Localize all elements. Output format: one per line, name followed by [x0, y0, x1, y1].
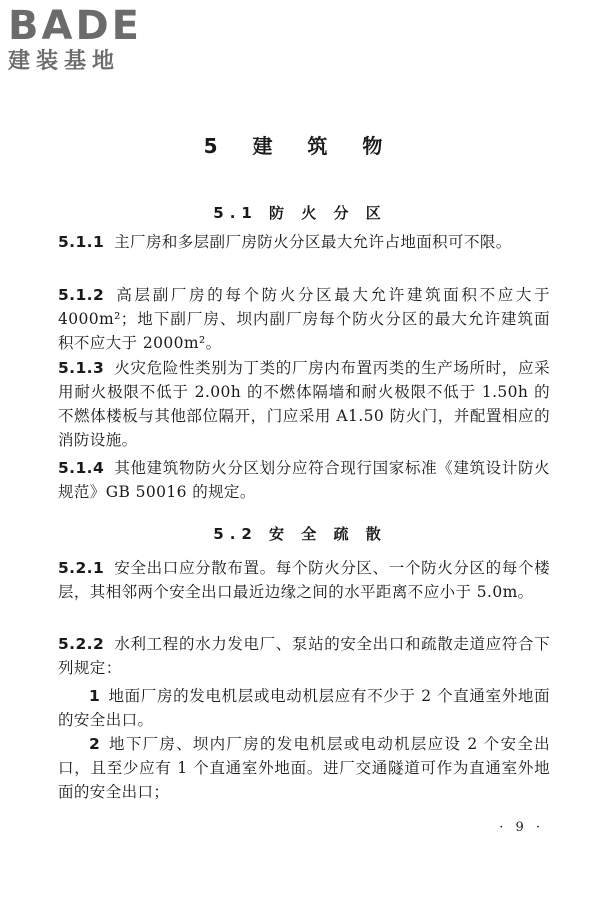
clause-5-1-3 [58, 356, 550, 452]
clause-text: 火灾危险性类别为丁类的厂房内布置丙类的生产场所时，应采用耐火极限不低于 2.00h 的不燃体隔墙和耐火极限不低于 1.50h 的不燃体楼板与其他部位隔开，门应采用 A1.50 防火门，并配置相应的消防设施。 [58, 359, 550, 449]
logo-wordmark: BADE [8, 3, 142, 49]
section-title-safe-evacuation: 5.2 安 全 疏 散 [213, 525, 387, 543]
item-number: 1 [89, 687, 101, 705]
clause-text: 水利工程的水力发电厂、泵站的安全出口和疏散走道应符合下列规定： [58, 635, 550, 677]
bade-logo [8, 4, 142, 76]
clause-number: 5.1.3 [58, 359, 105, 377]
clause-5-2-2 [58, 632, 550, 680]
clause-text: 高层副厂房的每个防火分区最大允许建筑面积不应大于 4000m²；地下副厂房、坝内副厂房每个防火分区的最大允许建筑面积不应大于 2000m²。 [58, 286, 550, 352]
item-text: 地面厂房的发电机层或电动机层应有不少于 2 个直通室外地面的安全出口。 [58, 687, 550, 729]
item-2 [58, 732, 550, 804]
clause-number: 5.1.2 [58, 286, 105, 304]
page-number: · 9 · [499, 820, 544, 835]
clause-number: 5.1.4 [58, 459, 105, 477]
clause-5-1-4 [58, 456, 550, 504]
clause-5-2-1 [58, 556, 550, 604]
chapter-title: 5 建 筑 物 [203, 134, 397, 158]
item-1 [58, 684, 550, 732]
section-title-fire-compartment: 5.1 防 火 分 区 [213, 204, 387, 222]
item-text: 地下厂房、坝内厂房的发电机层或电动机层应设 2 个安全出口，且至少应有 1 个直通室外地面。进厂交通隧道可作为直通室外地面的安全出口； [58, 735, 550, 801]
clause-number: 5.2.1 [58, 559, 105, 577]
clause-text: 其他建筑物防火分区划分应符合现行国家标准《建筑设计防火规范》GB 50016 的规定。 [58, 459, 550, 501]
clause-text: 安全出口应分散布置。每个防火分区、一个防火分区的每个楼层，其相邻两个安全出口最近边缘之间的水平距离不应小于 5.0m。 [58, 559, 550, 601]
clause-5-1-2 [58, 283, 550, 355]
clause-number: 5.1.1 [58, 233, 105, 251]
logo-subtitle: 建装基地 [8, 49, 121, 74]
clause-number: 5.2.2 [58, 635, 105, 653]
clause-text: 主厂房和多层副厂房防火分区最大允许占地面积可不限。 [114, 233, 512, 251]
item-number: 2 [89, 735, 101, 753]
clause-5-1-1 [58, 230, 550, 254]
